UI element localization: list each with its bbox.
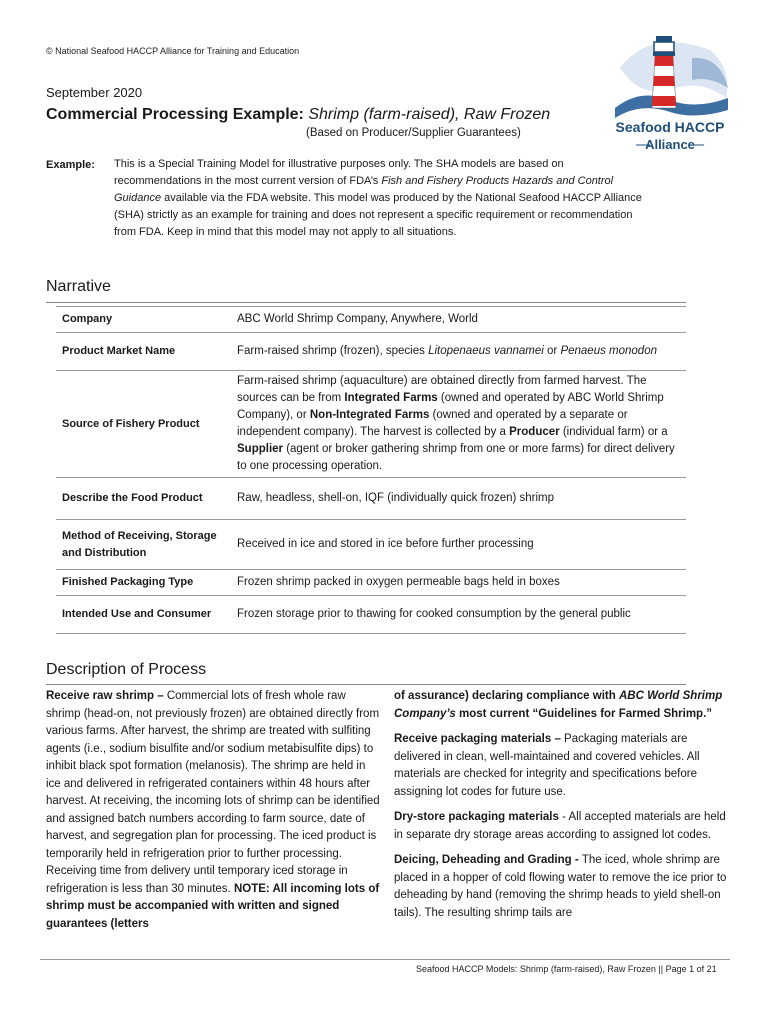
process-column-left bbox=[46, 688, 382, 941]
value-emphasis: Non-Integrated Farms bbox=[309, 409, 430, 421]
value-part: (owned and operated by ABC World Shrimp Company), or bbox=[237, 392, 664, 421]
narrative-rule bbox=[46, 302, 686, 303]
step-title: Receive packaging materials – bbox=[394, 733, 565, 745]
company-name: ABC World Shrimp Company’s bbox=[394, 690, 723, 720]
value-part: Farm-raised shrimp (aquaculture) are obtained directly from farmed harvest. The sources can be from bbox=[237, 375, 647, 404]
document-date: September 2020 bbox=[46, 85, 143, 100]
value-emphasis: Integrated Farms bbox=[344, 392, 438, 404]
row-value bbox=[231, 333, 686, 371]
narrative-table bbox=[56, 306, 686, 634]
process-step-deicing bbox=[394, 852, 728, 922]
example-text-part: This is a Special Training Model for illustrative purposes only. The SHA models are based on recommendations in the most current version of FDA’s bbox=[114, 158, 564, 187]
row-value: Frozen storage prior to thawing for cooked consumption by the general public bbox=[231, 596, 686, 634]
page-title bbox=[46, 106, 550, 124]
table-row bbox=[56, 333, 686, 371]
row-value: Frozen shrimp packed in oxygen permeable bags held in boxes bbox=[231, 570, 686, 596]
example-text-part: available via the FDA website. This model was produced by the National Seafood HACCP Alliance (SHA) strictly as an example for training and does not represent a specific requirement or recommendation from FDA. Keep in mind that this model may not apply to all situations. bbox=[114, 192, 642, 238]
row-key: Method of Receiving, Storage and Distribution bbox=[56, 520, 231, 570]
guidance-title: Fish and Fishery Products Hazards and Control Guidance bbox=[114, 175, 614, 204]
footer-rule bbox=[40, 959, 730, 960]
step-note: NOTE: All incoming lots of shrimp must be accompanied with written and signed guarantees (letters bbox=[46, 882, 380, 930]
lighthouse-icon bbox=[600, 28, 740, 154]
table-row bbox=[56, 307, 686, 333]
step-title: Dry-store packaging materials bbox=[394, 811, 559, 823]
value-part: Farm-raised shrimp (frozen), species bbox=[237, 345, 429, 357]
title-main: Commercial Processing Example: bbox=[46, 106, 309, 123]
row-value: ABC World Shrimp Company, Anywhere, World bbox=[231, 307, 686, 333]
process-step-receive-shrimp-cont bbox=[394, 688, 728, 723]
narrative-heading: Narrative bbox=[46, 278, 111, 295]
row-key: Finished Packaging Type bbox=[56, 570, 231, 596]
process-step-receive-shrimp bbox=[46, 688, 382, 933]
step-text: - All accepted materials are held in separate dry storage areas according to assigned lot codes. bbox=[394, 811, 726, 841]
row-value: Raw, headless, shell-on, IQF (individually quick frozen) shrimp bbox=[231, 478, 686, 520]
page-footer: Seafood HACCP Models: Shrimp (farm-raised), Raw Frozen || Page 1 of 21 bbox=[416, 964, 717, 974]
step-title: Deicing, Deheading and Grading - bbox=[394, 854, 582, 866]
page-subtitle: (Based on Producer/Supplier Guarantees) bbox=[306, 127, 521, 139]
value-part: (agent or broker gathering shrimp from one or more farms) for direct delivery to one processing operation. bbox=[237, 443, 675, 472]
example-label: Example: bbox=[46, 159, 95, 171]
species-name: Litopenaeus vannamei bbox=[428, 345, 544, 357]
example-text bbox=[114, 156, 644, 241]
step-text: Packaging materials are delivered in clean, well-maintained and covered vehicles. All materials are checked for integrity and specifications before assigning lot codes for future use. bbox=[394, 733, 700, 798]
row-key: Product Market Name bbox=[56, 333, 231, 371]
title-product: Shrimp (farm-raised), Raw Frozen bbox=[308, 106, 551, 123]
step-text: Commercial lots of fresh whole raw shrimp (head-on, not previously frozen) are obtained directly from various farms. After harvest, the shrimp are treated with sulfiting agents (i.e., sodium bisulfite and/or sodium metabisulfite dips) to inhibit black spot formation (melanosis). The shrimp are held in ice and delivered in refrigerated containers within 48 hours after harvest. At receiving, the incoming lots of shrimp can be identified and assigned batch numbers according to farm source, date of harvest, and segregation plan for processing. The iced product is temporarily held in refrigeration prior to further processing. Receiving time from delivery until temporary iced storage in refrigeration is less than 30 minutes. bbox=[46, 690, 380, 895]
logo-line-2: Alliance bbox=[645, 137, 695, 152]
process-heading: Description of Process bbox=[46, 661, 207, 678]
step-title: Receive raw shrimp – bbox=[46, 690, 167, 702]
row-key: Describe the Food Product bbox=[56, 478, 231, 520]
table-row bbox=[56, 371, 686, 478]
table-row bbox=[56, 520, 686, 570]
species-name: Penaeus monodon bbox=[560, 345, 657, 357]
table-row bbox=[56, 478, 686, 520]
table-row bbox=[56, 570, 686, 596]
process-rule bbox=[46, 684, 686, 685]
value-part: (individual farm) or a bbox=[559, 426, 668, 438]
process-step-dry-store bbox=[394, 809, 728, 844]
row-key: Source of Fishery Product bbox=[56, 371, 231, 478]
copyright-notice: © National Seafood HACCP Alliance for Training and Education bbox=[46, 46, 300, 56]
process-column-right bbox=[394, 688, 728, 930]
row-key: Company bbox=[56, 307, 231, 333]
value-part: (owned and operated by a separate or independent company). The harvest is collected by a bbox=[237, 409, 628, 438]
step-text: The iced, whole shrimp are placed in a hopper of cold flowing water to remove the ice prior to deheading by hand (removing the shrimp heads to yield shell-on tails). The resulting shrimp tails are bbox=[394, 854, 727, 919]
row-value bbox=[231, 371, 686, 478]
value-emphasis: Supplier bbox=[237, 443, 284, 455]
value-emphasis: Producer bbox=[509, 426, 560, 438]
step-note: most current “Guidelines for Farmed Shrimp.” bbox=[455, 707, 713, 720]
seafood-haccp-logo bbox=[600, 28, 740, 154]
row-key: Intended Use and Consumer bbox=[56, 596, 231, 634]
logo-line-1: Seafood HACCP bbox=[615, 119, 725, 135]
process-step-receive-packaging bbox=[394, 731, 728, 801]
row-value: Received in ice and stored in ice before further processing bbox=[231, 520, 686, 570]
value-part: or bbox=[543, 345, 561, 357]
step-note: of assurance) declaring compliance with bbox=[394, 690, 619, 702]
table-row bbox=[56, 596, 686, 634]
